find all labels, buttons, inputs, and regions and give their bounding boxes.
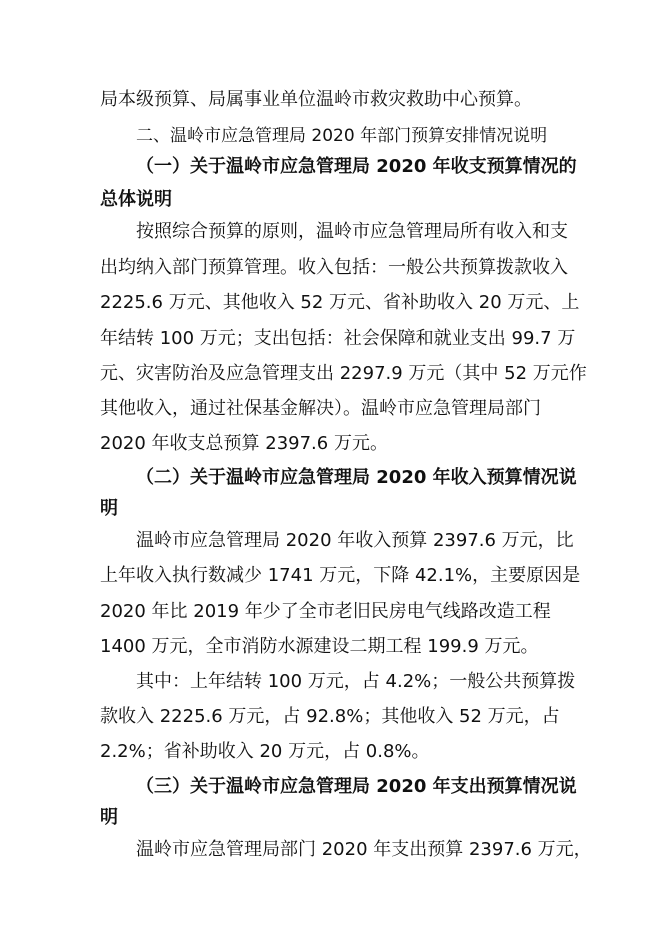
paragraph-line: 2020 年比 2019 年少了全市老旧民房电气线路改造工程 [100,601,551,622]
paragraph-line: 1400 万元，全市消防水源建设二期工程 199.9 万元。 [100,636,539,657]
paragraph-line: 其中：上年结转 100 万元，占 4.2%；一般公共预算拨 [136,671,576,692]
paragraph-line: 局本级预算、局属事业单位温岭市救灾救助中心预算。 [100,89,532,110]
paragraph-line: 2020 年收支总预算 2397.6 万元。 [100,433,388,454]
paragraph-line: 元、灾害防治及应急管理支出 2297.9 万元（其中 52 万元作 [100,363,587,384]
subsection-heading: 总体说明 [100,189,172,210]
subsection-heading: （二）关于温岭市应急管理局 2020 年收入预算情况说 [136,467,577,488]
paragraph-line: 温岭市应急管理局部门 2020 年支出预算 2397.6 万元， [136,839,592,860]
subsection-heading: 明 [100,498,118,519]
paragraph-line: 其他收入，通过社保基金解决）。温岭市应急管理局部门 [100,398,541,419]
paragraph-line: 2225.6 万元、其他收入 52 万元、省补助收入 20 万元、上 [100,292,580,313]
subsection-heading: （一）关于温岭市应急管理局 2020 年收支预算情况的 [136,156,577,177]
paragraph-line: 款收入 2225.6 万元，占 92.8%；其他收入 52 万元，占 [100,706,560,727]
paragraph-line: 年结转 100 万元；支出包括：社会保障和就业支出 99.7 万 [100,328,576,349]
subsection-heading: 明 [100,807,118,828]
paragraph-line: 按照综合预算的原则，温岭市应急管理局所有收入和支 [136,221,568,242]
paragraph-line: 上年收入执行数减少 1741 万元，下降 42.1%，主要原因是 [100,565,581,586]
paragraph-line: 温岭市应急管理局 2020 年收入预算 2397.6 万元，比 [136,530,574,551]
paragraph-line: 2.2%；省补助收入 20 万元，占 0.8%。 [100,741,430,762]
subsection-heading: （三）关于温岭市应急管理局 2020 年支出预算情况说 [136,776,577,797]
section-heading: 二、温岭市应急管理局 2020 年部门预算安排情况说明 [136,126,548,146]
paragraph-line: 出均纳入部门预算管理。收入包括：一般公共预算拨款收入 [100,257,568,278]
